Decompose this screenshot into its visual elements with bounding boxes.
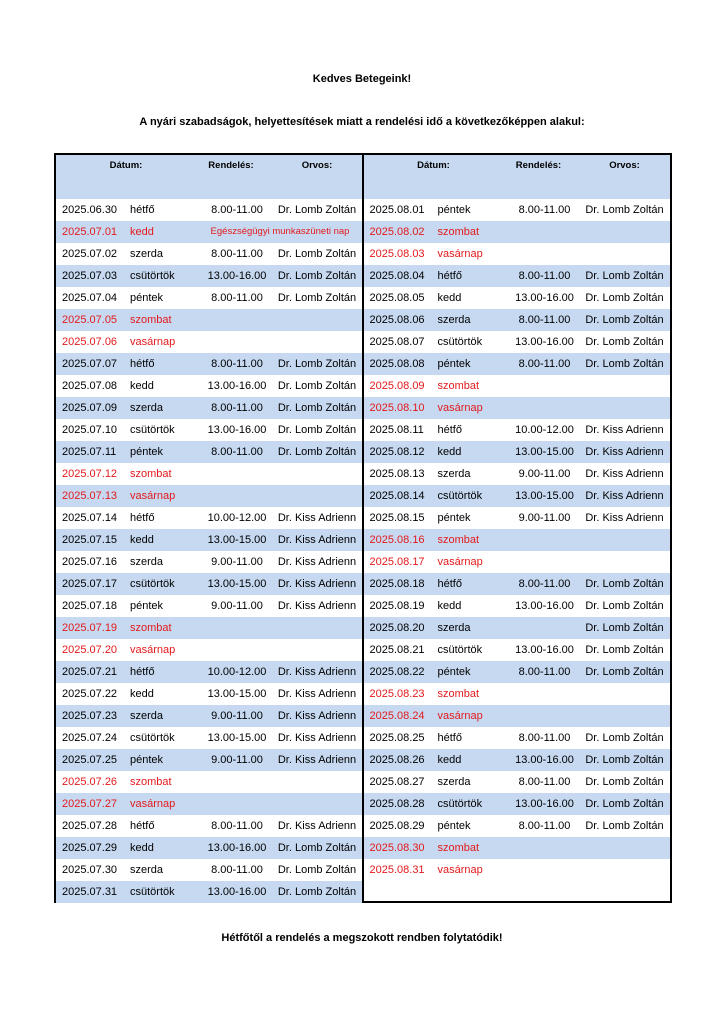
table-row (56, 573, 362, 595)
row-hours: 9.00-11.00 (518, 512, 571, 524)
row-date: 2025.08.17 (369, 556, 425, 568)
row-doctor: Dr. Lomb Zoltán (277, 292, 357, 304)
table-row (364, 705, 671, 727)
row-date: 2025.08.15 (369, 512, 425, 524)
table-row (56, 331, 362, 353)
row-date: 2025.07.24 (62, 732, 118, 744)
row-day: hétfő (130, 204, 155, 216)
row-day: szerda (437, 776, 471, 788)
row-date: 2025.07.22 (62, 688, 118, 700)
row-hours: 13.00-16.00 (515, 644, 574, 656)
table-row (56, 353, 362, 375)
row-day: csütörtök (437, 644, 483, 656)
row-doctor: Dr. Kiss Adrienn (277, 666, 357, 678)
row-doctor: Dr. Lomb Zoltán (585, 644, 664, 656)
row-date: 2025.07.25 (62, 754, 118, 766)
row-date: 2025.08.01 (369, 204, 425, 216)
row-day: vasárnap (437, 710, 483, 722)
row-doctor: Dr. Lomb Zoltán (277, 864, 357, 876)
row-day: vasárnap (437, 248, 483, 260)
row-day: csütörtök (437, 336, 483, 348)
row-hours: 13.00-16.00 (515, 754, 574, 766)
row-hours: 8.00-11.00 (211, 204, 263, 216)
row-doctor: Dr. Lomb Zoltán (277, 380, 357, 392)
row-doctor: Dr. Lomb Zoltán (585, 600, 664, 612)
row-date: 2025.07.04 (62, 292, 118, 304)
row-date: 2025.08.06 (369, 314, 425, 326)
table-row (364, 749, 671, 771)
row-hours: 9.00-11.00 (518, 468, 571, 480)
row-day: szerda (130, 248, 164, 260)
row-doctor: Dr. Lomb Zoltán (585, 820, 664, 832)
table-row (364, 375, 671, 397)
row-date: 2025.07.17 (62, 578, 118, 590)
row-date: 2025.08.04 (369, 270, 425, 282)
row-day: csütörtök (130, 886, 175, 898)
table-row (56, 749, 362, 771)
row-date: 2025.08.18 (369, 578, 425, 590)
row-doctor: Dr. Lomb Zoltán (277, 842, 357, 854)
row-day: kedd (437, 600, 462, 612)
row-date: 2025.08.10 (369, 402, 425, 414)
row-date: 2025.07.08 (62, 380, 118, 392)
row-date: 2025.07.28 (62, 820, 118, 832)
table-row (56, 705, 362, 727)
header-date: Dátum: (109, 160, 143, 171)
row-day: csütörtök (130, 424, 175, 436)
row-hours: 13.00-16.00 (207, 886, 267, 898)
row-date: 2025.07.18 (62, 600, 118, 612)
row-day: vasárnap (130, 798, 176, 810)
row-day: kedd (130, 534, 154, 546)
row-day: hétfő (437, 424, 462, 436)
table-row (364, 771, 671, 793)
row-doctor: Dr. Lomb Zoltán (585, 204, 664, 216)
row-date: 2025.08.03 (369, 248, 425, 260)
row-day: szerda (130, 710, 164, 722)
row-date: 2025.07.14 (62, 512, 118, 524)
row-day: hétfő (130, 358, 155, 370)
row-doctor: Dr. Kiss Adrienn (277, 732, 357, 744)
row-hours: 8.00-11.00 (518, 820, 571, 832)
row-doctor: Dr. Lomb Zoltán (585, 622, 664, 634)
row-date: 2025.07.01 (62, 226, 118, 238)
row-doctor: Dr. Lomb Zoltán (585, 270, 664, 282)
row-day: kedd (130, 688, 154, 700)
table-row (364, 331, 671, 353)
row-doctor: Dr. Lomb Zoltán (585, 798, 664, 810)
row-date: 2025.08.24 (369, 710, 425, 722)
table-row (56, 243, 362, 265)
header-hours: Rendelés: (515, 160, 562, 171)
row-hours: 8.00-11.00 (518, 578, 571, 590)
row-doctor: Dr. Lomb Zoltán (277, 886, 357, 898)
page-subheading: A nyári szabadságok, helyettesítések miatt a rendelési idő a következőképpen alakul: (139, 116, 585, 128)
row-day: péntek (437, 204, 471, 216)
row-date: 2025.07.23 (62, 710, 118, 722)
row-date: 2025.08.27 (369, 776, 425, 788)
row-day: szombat (437, 842, 480, 854)
row-hours: 8.00-11.00 (518, 666, 571, 678)
table-row (56, 397, 362, 419)
row-doctor: Dr. Lomb Zoltán (277, 270, 357, 282)
header-hours: Rendelés: (208, 160, 254, 171)
row-hours: 8.00-11.00 (518, 776, 571, 788)
row-hours: 13.00-16.00 (515, 798, 574, 810)
table-row (364, 485, 671, 507)
row-day: péntek (437, 358, 471, 370)
row-day: péntek (437, 820, 471, 832)
table-row (56, 485, 362, 507)
row-doctor: Dr. Lomb Zoltán (585, 666, 664, 678)
row-doctor: Dr. Kiss Adrienn (277, 754, 357, 766)
table-row (364, 639, 671, 661)
table-row (56, 661, 362, 683)
row-date: 2025.07.16 (62, 556, 118, 568)
row-day: szombat (130, 622, 172, 634)
row-date: 2025.08.12 (369, 446, 425, 458)
row-date: 2025.08.09 (369, 380, 425, 392)
row-hours: 8.00-11.00 (518, 732, 571, 744)
row-date: 2025.08.07 (369, 336, 425, 348)
row-hours: 8.00-11.00 (211, 820, 263, 832)
table-row (56, 859, 362, 881)
row-day: szerda (130, 556, 164, 568)
row-day: hétfő (437, 578, 462, 590)
row-day: csütörtök (130, 270, 175, 282)
table-row (364, 441, 671, 463)
row-doctor: Dr. Lomb Zoltán (585, 292, 664, 304)
table-row (364, 727, 671, 749)
row-hours: 8.00-11.00 (518, 358, 571, 370)
row-hours: 8.00-11.00 (211, 248, 263, 260)
row-doctor: Dr. Lomb Zoltán (585, 358, 664, 370)
table-row (364, 265, 671, 287)
row-doctor: Dr. Kiss Adrienn (585, 468, 664, 480)
row-day: szombat (130, 314, 172, 326)
table-row (56, 529, 362, 551)
row-date: 2025.08.26 (369, 754, 425, 766)
row-hours: 8.00-11.00 (518, 314, 571, 326)
table-row (56, 221, 362, 243)
row-doctor: Dr. Kiss Adrienn (277, 710, 357, 722)
row-date: 2025.08.23 (369, 688, 425, 700)
schedule-column-august (364, 155, 671, 901)
row-date: 2025.08.08 (369, 358, 425, 370)
row-date: 2025.07.03 (62, 270, 118, 282)
row-doctor: Dr. Kiss Adrienn (277, 534, 357, 546)
row-hours: 8.00-11.00 (518, 204, 571, 216)
row-day: hétfő (130, 666, 155, 678)
row-day: csütörtök (130, 578, 175, 590)
row-day: vasárnap (437, 402, 483, 414)
row-date: 2025.08.02 (369, 226, 425, 238)
table-row (364, 221, 671, 243)
page-footer-note: Hétfőtől a rendelés a megszokott rendben folytatódik! (221, 932, 503, 944)
row-doctor: Dr. Lomb Zoltán (585, 314, 664, 326)
row-doctor: Dr. Kiss Adrienn (585, 424, 664, 436)
table-row (364, 199, 671, 221)
row-hours: 13.00-16.00 (207, 270, 267, 282)
table-row (56, 595, 362, 617)
table-row (364, 859, 671, 881)
row-day: szombat (437, 380, 480, 392)
table-row (364, 463, 671, 485)
row-doctor: Dr. Kiss Adrienn (585, 446, 664, 458)
row-doctor: Dr. Kiss Adrienn (277, 820, 357, 832)
header-doctor: Orvos: (301, 160, 333, 171)
table-header-row (364, 155, 671, 177)
row-date: 2025.08.11 (369, 424, 424, 436)
row-hours: 9.00-11.00 (211, 710, 263, 722)
row-hours: 8.00-11.00 (211, 292, 263, 304)
row-hours: 13.00-16.00 (207, 380, 267, 392)
table-row (56, 199, 362, 221)
row-day: szombat (130, 776, 172, 788)
row-day: péntek (130, 754, 164, 766)
table-row (364, 617, 671, 639)
row-date: 2025.07.20 (62, 644, 118, 656)
table-row (56, 463, 362, 485)
row-hours: 13.00-16.00 (207, 424, 267, 436)
row-date: 2025.07.19 (62, 622, 118, 634)
row-date: 2025.07.13 (62, 490, 118, 502)
table-row (56, 639, 362, 661)
row-date: 2025.07.11 (62, 446, 117, 458)
row-doctor: Dr. Lomb Zoltán (277, 358, 357, 370)
row-doctor: Dr. Kiss Adrienn (585, 512, 664, 524)
schedule-column-july (56, 155, 364, 901)
row-hours: 13.00-15.00 (207, 732, 267, 744)
row-day: hétfő (130, 512, 155, 524)
row-day: kedd (130, 226, 154, 238)
row-date: 2025.08.29 (369, 820, 425, 832)
row-doctor: Dr. Lomb Zoltán (277, 402, 357, 414)
row-doctor: Dr. Lomb Zoltán (585, 336, 664, 348)
row-hours: 10.00-12.00 (207, 512, 267, 524)
row-day: csütörtök (437, 490, 483, 502)
table-row (364, 529, 671, 551)
row-date: 2025.06.30 (62, 204, 118, 216)
row-date: 2025.08.19 (369, 600, 425, 612)
row-hours: 9.00-11.00 (211, 556, 263, 568)
row-day: kedd (130, 842, 154, 854)
row-day: péntek (130, 446, 164, 458)
table-row (364, 397, 671, 419)
row-doctor: Dr. Lomb Zoltán (277, 248, 357, 260)
table-spacer-row (56, 177, 362, 199)
page-heading: Kedves Betegeink! (312, 73, 412, 85)
row-date: 2025.07.31 (62, 886, 118, 898)
row-hours: 9.00-11.00 (211, 600, 263, 612)
row-date: 2025.08.20 (369, 622, 425, 634)
table-row (364, 595, 671, 617)
row-hours: 8.00-11.00 (211, 864, 263, 876)
table-row (56, 837, 362, 859)
row-hours: 8.00-11.00 (211, 358, 263, 370)
table-row (56, 617, 362, 639)
table-row (56, 881, 362, 903)
row-date: 2025.08.28 (369, 798, 425, 810)
row-day: szerda (130, 402, 164, 414)
row-day: vasárnap (437, 556, 483, 568)
row-day: szerda (130, 864, 164, 876)
row-date: 2025.07.07 (62, 358, 118, 370)
row-doctor: Dr. Lomb Zoltán (585, 776, 664, 788)
row-day: vasárnap (130, 336, 176, 348)
table-row (56, 375, 362, 397)
row-date: 2025.07.10 (62, 424, 118, 436)
table-row (364, 419, 671, 441)
table-row (56, 771, 362, 793)
table-row (364, 661, 671, 683)
table-row (56, 441, 362, 463)
table-row (364, 243, 671, 265)
row-doctor: Dr. Kiss Adrienn (277, 688, 357, 700)
row-hours: 13.00-16.00 (515, 600, 574, 612)
row-doctor: Dr. Kiss Adrienn (277, 512, 357, 524)
header-date: Dátum: (417, 160, 450, 171)
table-row (364, 683, 671, 705)
row-hours: 8.00-11.00 (518, 270, 571, 282)
row-date: 2025.07.26 (62, 776, 118, 788)
row-day: vasárnap (130, 490, 176, 502)
row-date: 2025.08.13 (369, 468, 425, 480)
row-hours: 10.00-12.00 (515, 424, 574, 436)
row-day: péntek (130, 600, 164, 612)
table-row (56, 793, 362, 815)
row-day: csütörtök (437, 798, 483, 810)
row-date: 2025.08.31 (369, 864, 425, 876)
row-date: 2025.08.05 (369, 292, 425, 304)
row-day: hétfő (437, 732, 462, 744)
row-doctor: Dr. Lomb Zoltán (277, 204, 357, 216)
row-hours: 13.00-15.00 (207, 688, 267, 700)
row-day: csütörtök (130, 732, 175, 744)
row-date: 2025.07.30 (62, 864, 118, 876)
table-row (56, 727, 362, 749)
row-doctor: Dr. Kiss Adrienn (277, 600, 357, 612)
row-day: szerda (437, 314, 471, 326)
row-day: szerda (437, 622, 471, 634)
row-date: 2025.07.21 (62, 666, 118, 678)
row-date: 2025.08.16 (369, 534, 425, 546)
row-date: 2025.07.09 (62, 402, 118, 414)
table-row (364, 507, 671, 529)
table-row (364, 815, 671, 837)
table-row (364, 309, 671, 331)
row-day: szombat (437, 534, 480, 546)
table-row (364, 551, 671, 573)
row-date: 2025.07.29 (62, 842, 118, 854)
header-doctor: Orvos: (609, 160, 640, 171)
row-doctor: Dr. Kiss Adrienn (585, 490, 664, 502)
row-doctor: Dr. Lomb Zoltán (585, 754, 664, 766)
row-doctor: Dr. Lomb Zoltán (277, 446, 357, 458)
table-row (56, 309, 362, 331)
table-row (56, 265, 362, 287)
schedule-table (54, 153, 672, 903)
row-day: kedd (437, 754, 462, 766)
row-doctor: Dr. Lomb Zoltán (585, 578, 664, 590)
row-day: kedd (437, 292, 462, 304)
row-hours: 9.00-11.00 (211, 754, 263, 766)
row-hours: 10.00-12.00 (207, 666, 267, 678)
table-header-row (56, 155, 362, 177)
row-date: 2025.07.05 (62, 314, 118, 326)
row-day: kedd (130, 380, 154, 392)
row-day: szerda (437, 468, 471, 480)
row-note: Egészségügyi munkaszüneti nap (210, 226, 350, 237)
row-hours: 13.00-16.00 (515, 336, 574, 348)
row-date: 2025.08.25 (369, 732, 425, 744)
table-row (364, 573, 671, 595)
row-hours: 13.00-15.00 (207, 534, 267, 546)
row-date: 2025.08.14 (369, 490, 425, 502)
row-day: vasárnap (130, 644, 176, 656)
table-row (56, 683, 362, 705)
row-doctor: Dr. Kiss Adrienn (277, 556, 357, 568)
row-hours: 13.00-15.00 (515, 490, 574, 502)
table-row (56, 551, 362, 573)
row-day: kedd (437, 446, 462, 458)
row-hours: 13.00-15.00 (515, 446, 574, 458)
row-day: szombat (437, 226, 480, 238)
row-hours: 13.00-16.00 (207, 842, 267, 854)
row-date: 2025.07.12 (62, 468, 118, 480)
row-date: 2025.08.30 (369, 842, 425, 854)
table-row (56, 507, 362, 529)
table-row (364, 837, 671, 859)
row-day: vasárnap (437, 864, 483, 876)
row-doctor: Dr. Lomb Zoltán (277, 424, 357, 436)
row-day: hétfő (437, 270, 462, 282)
table-row (56, 815, 362, 837)
table-row (364, 793, 671, 815)
row-day: szombat (437, 688, 480, 700)
row-hours: 8.00-11.00 (211, 402, 263, 414)
row-date: 2025.08.21 (369, 644, 425, 656)
row-day: péntek (130, 292, 164, 304)
row-date: 2025.08.22 (369, 666, 425, 678)
table-row (364, 287, 671, 309)
row-doctor: Dr. Kiss Adrienn (277, 578, 357, 590)
row-date: 2025.07.15 (62, 534, 118, 546)
table-row (56, 419, 362, 441)
row-hours: 13.00-16.00 (515, 292, 574, 304)
table-row (56, 287, 362, 309)
row-day: péntek (437, 666, 471, 678)
row-day: hétfő (130, 820, 155, 832)
row-doctor: Dr. Lomb Zoltán (585, 732, 664, 744)
row-date: 2025.07.27 (62, 798, 118, 810)
row-date: 2025.07.06 (62, 336, 118, 348)
row-date: 2025.07.02 (62, 248, 118, 260)
row-day: szombat (130, 468, 172, 480)
table-spacer-row (364, 177, 671, 199)
row-day: péntek (437, 512, 471, 524)
table-row (364, 353, 671, 375)
row-hours: 13.00-15.00 (207, 578, 267, 590)
row-hours: 8.00-11.00 (211, 446, 263, 458)
